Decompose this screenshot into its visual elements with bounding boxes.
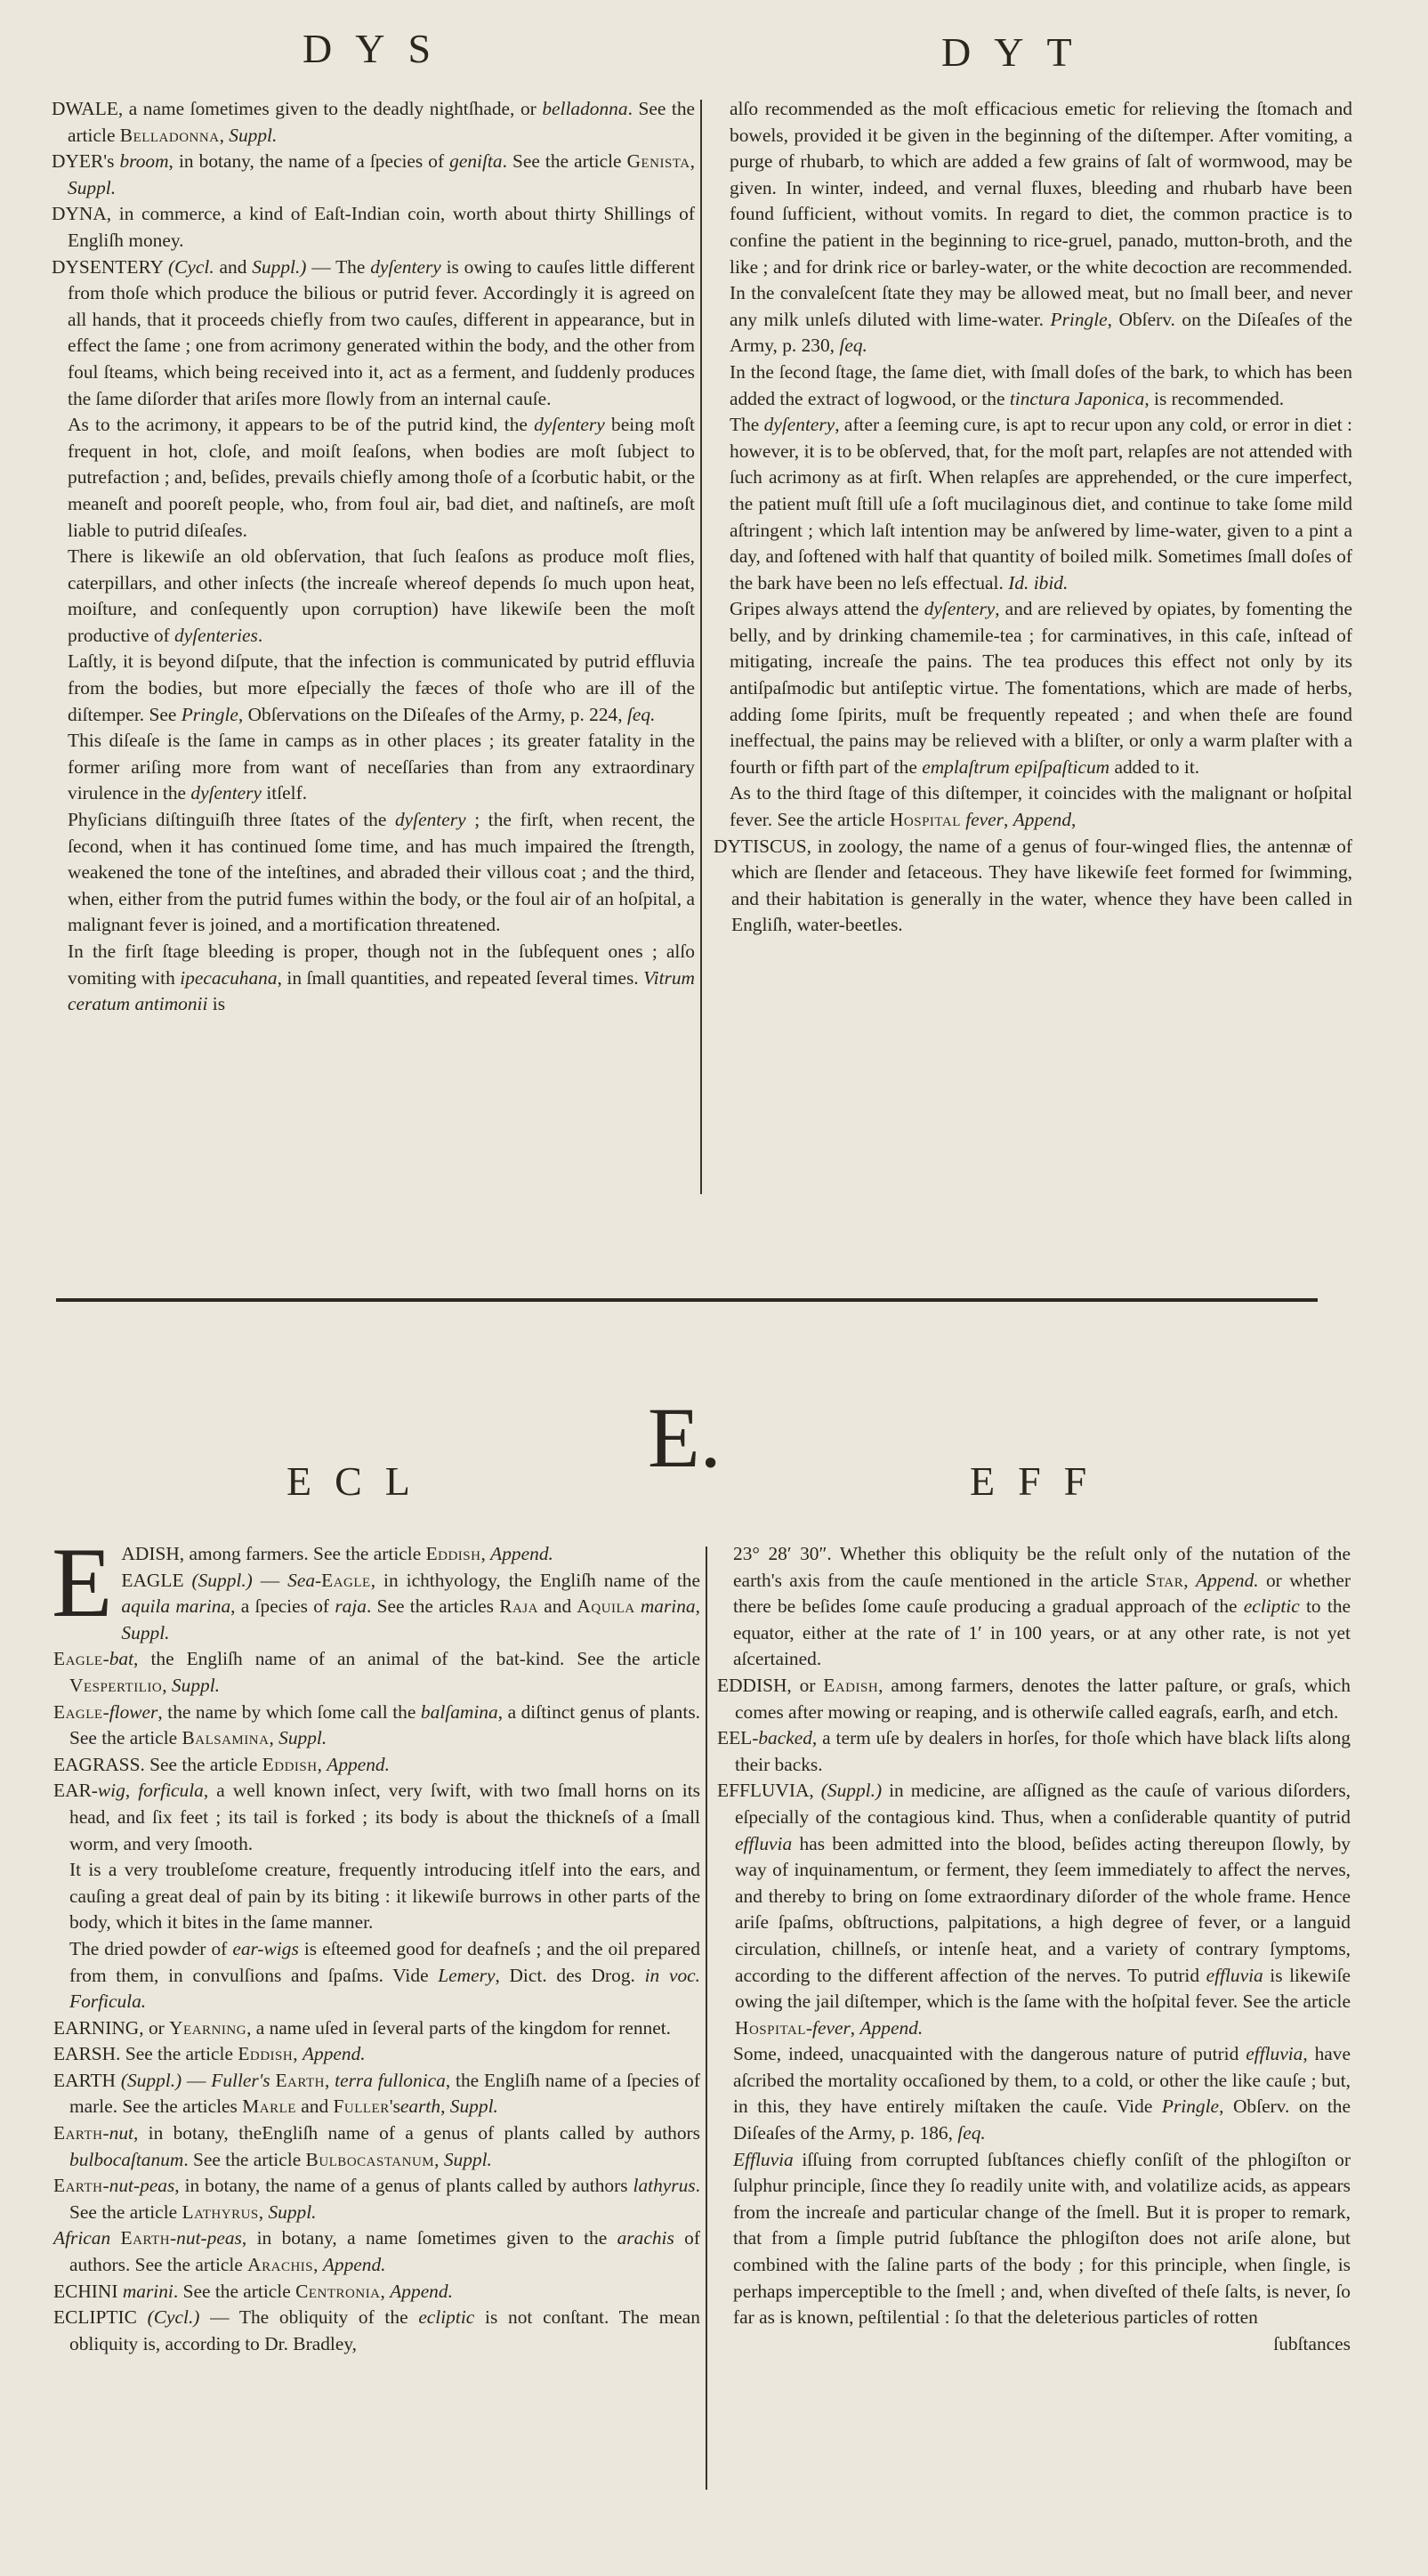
continuation-paragraph: 23° 28′ 30″. Whether this obliquity be the reſult only of the nutation of the earth's axis from the cauſe mentioned in the article Star, Append. or whether there be beſides ſome cauſe producing a gradual approach of the ecliptic to the equator, either at the rate of 1′ in 100 years, or at any other rate, is not yet aſcertained.: [733, 1543, 1351, 1670]
top-left-column: [52, 96, 695, 1018]
entry-eagrass: EAGRASS. See the article Eddish, Append.: [53, 1753, 390, 1775]
catchword: ſubſtances: [1273, 2332, 1351, 2354]
paragraph: The dyſentery, after a ſeeming cure, is apt to recur upon any cold, or error in diet : however, it is to be obſerved, that, for the moſt part, relapſes are not attended with ſuch acrimony as at firſt. When relapſes are apprehended, or the cure imperfect, the patient muſt ſtill uſe a ſoft mucilaginous diet, and continue to take ſome mild aſtringent ; which laſt intention may be anſwered by lime-water, given to a pint a day, and ſoftened with half that quantity of boiled milk. Sometimes ſmall doſes of the bark have been no leſs effectual. Id. ibid.: [730, 414, 1352, 594]
entry-african-earth-nut-peas: African Earth-nut-peas, in botany, a name ſometimes given to the arachis of authors. See the article Arachis, Append.: [53, 2227, 700, 2276]
entry-eagle: EAGLE (Suppl.) — Sea-Eagle, in ichthyology, the Engliſh name of the aquila marina, a ſpecies of raja. See the articles Raja and Aquila marina, Suppl.: [121, 1569, 700, 1643]
running-head-left: DYS: [303, 26, 455, 71]
paragraph: In the firſt ſtage bleeding is proper, though not in the ſubſequent ones ; alſo vomiting with ipecacuhana, in ſmall quantities, and repeated ſeveral times. Vitrum ceratum antimonii is: [68, 941, 695, 1015]
paragraph: Laſtly, it is beyond diſpute, that the infection is communicated by putrid effluvia from the bodies, but more eſpecially the fæces of thoſe who are ill of the diſtemper. See Pringle, Obſervations on the Diſeaſes of the Army, p. 224, ſeq.: [68, 650, 695, 725]
bottom-right-column: [717, 1541, 1351, 2357]
entry-ear-wig: EAR-wig, forficula, a well known inſect, very ſwift, with two ſmall horns on its head, and ſix feet ; its tail is forked ; its body is about the thickneſs of a ſmall worm, and very ſmooth.: [53, 1780, 700, 1854]
entry-eadish: ADISH, among farmers. See the article Eddish, Append.: [121, 1543, 553, 1564]
entry-dytiscus: DYTISCUS, in zoology, the name of a genus of four-winged flies, the antennæ of which are ſlender and ſetaceous. They have likewiſe feet formed for ſwimming, and their habitation is generally in the water, whence they have been called in Engliſh, water-beetles.: [714, 835, 1352, 936]
entry-echini-marini: ECHINI marini. See the article Centronia, Append.: [53, 2280, 453, 2302]
entry-earth-nut-peas: Earth-nut-peas, in botany, the name of a genus of plants called by authors lathyrus. See the article Lathyrus, Suppl.: [53, 2175, 700, 2223]
entry-earsh: EARSH. See the article Eddish, Append.: [53, 2043, 366, 2065]
paragraph: As to the acrimony, it appears to be of the putrid kind, the dyſentery being moſt frequent in hot, cloſe, and moiſt ſeaſons, when bodies are moſt ſubject to putrefaction ; and, beſides, prevails chiefly among thoſe of a ſcorbutic habit, or the meaneſt and pooreſt people, who, from foul air, bad diet, and naſtineſs, are moſt liable to putrid diſeaſes.: [68, 414, 695, 541]
entry-dyer-s-broom: DYER's broom, in botany, the name of a ſpecies of geniſta. See the article Genista, Suppl.: [52, 150, 695, 198]
paragraph-list: [53, 1857, 700, 2015]
entry-list: [714, 834, 1352, 939]
paragraph: Gripes always attend the dyſentery, and are relieved by opiates, by fomenting the belly, and by drinking chamemile-tea ; for carminatives, in this caſe, inſtead of mitigating, increaſe the pains. The tea produces this effect not only by its antiſpaſmodic but antiſeptic virtue. The fomentations, which are made of herbs, adding ſome ſpirits, muſt be frequently repeated ; and when theſe are found ineffectual, the pains may be relieved with a bliſter, or only a warm plaſter with a fourth or fifth part of the emplaſtrum epiſpaſticum added to it.: [730, 598, 1352, 778]
section-divider-rule: [56, 1298, 1318, 1302]
paragraph: Effluvia iſſuing from corrupted ſubſtances chiefly conſiſt of the phlogiſton or ſulphur principle, ſince they ſo readily unite with, and volatilize acids, as appears from the increaſe and particular change of the ſmell. But it is proper to remark, that from a ſimple putrid ſubſtance the phlogiſton does not ariſe alone, but combined with the ſaline parts of the body ; for this principle, when ſingle, is perhaps imperceptible to the ſmell ; and, when diveſted of theſe ſalts, is never, ſo far as is known, peſtilential : ſo that the deleterious particles of rotten: [733, 2148, 1351, 2329]
entry-earning: EARNING, or Yearning, a name uſed in ſeveral parts of the kingdom for rennet.: [53, 2016, 672, 2039]
entry-dwale: DWALE, a name ſometimes given to the deadly nightſhade, or belladonna. See the article Belladonna, Suppl.: [52, 98, 696, 146]
entry-ecliptic: ECLIPTIC (Cycl.) — The obliquity of the ecliptic is not conſtant. The mean obliquity is, according to Dr. Bradley,: [53, 2306, 700, 2354]
entry-eel-backed: EEL-backed, a term uſe by dealers in horſes, for thoſe which have black liſts along their backs.: [717, 1727, 1351, 1775]
section-letter-e: E.: [648, 1390, 722, 1485]
entry-eddish: EDDISH, or Eadish, among farmers, denotes the latter paſture, or graſs, which comes after mowing or reaping, and is otherwiſe called eagraſs, earſh, and etch.: [717, 1674, 1351, 1723]
entry-dyna: DYNA, in commerce, a kind of Eaſt-Indian coin, worth about thirty Shillings of Engliſh money.: [52, 203, 695, 251]
running-head-right: EFF: [970, 1458, 1110, 1504]
entry-earth: EARTH (Suppl.) — Fuller's Earth, terra fullonica, the Engliſh name of a ſpecies of marle. See the articles Marle and Fuller'searth, Suppl.: [53, 2069, 700, 2118]
column-divider: [706, 1546, 707, 2490]
bottom-left-column: [52, 1528, 700, 2357]
entry-list: [52, 96, 695, 412]
first-entry: [52, 1528, 700, 1646]
column-divider: [700, 100, 702, 1194]
entry-list: [53, 1646, 700, 1857]
running-head-left: ECL: [286, 1458, 433, 1504]
top-right-column: [714, 96, 1352, 939]
entry-list: [53, 2015, 700, 2358]
paragraph: Phyſicians diſtinguiſh three ſtates of the dyſentery ; the firſt, when recent, the ſecond, when it has continued ſome time, and has much impaired the ſtrength, weakened the tone of the inteſtines, and abraded their villous coat ; and the third, when, either from the putrid fumes within the body, or the foul air of an hoſpital, a malignant fever is joined, and a mortification threatened.: [68, 809, 695, 936]
running-head-right: DYT: [941, 29, 1095, 75]
paragraph-list: [52, 412, 695, 1018]
entry-list: [717, 1673, 1351, 2041]
paragraph: There is likewiſe an old obſervation, that ſuch ſeaſons as produce moſt flies, caterpillars, and other inſects (the increaſe whereof depends ſo much upon heat, moiſture, and conſequently upon corruption) have likewiſe been the moſt productive of dyſenteries.: [68, 545, 695, 646]
entry-dysentery: DYSENTERY (Cycl. and Suppl.) — The dyſentery is owing to cauſes little different from thoſe which produce the bilious or putrid fever. Accordingly it is agreed on all hands, that it proceeds chiefly from two cauſes, different in appearance, but in effect the ſame ; one from acrimony generated within the body, and the other from foul ſteams, which being received into it, act as a ferment, and ſuddenly produces the ſame diſorder that ariſes more ſlowly from an internal cauſe.: [52, 255, 696, 409]
entry-effluvia: EFFLUVIA, (Suppl.) in medicine, are aſſigned as the cauſe of various diſorders, eſpecially of the contagious kind. Thus, when a conſiderable quantity of putrid effluvia has been admitted into the blood, beſides acting thereupon ſlowly, by way of inquinamentum, or ferment, they ſeem immediately to affect the nerves, and thereby to bring on ſome extraordinary diſorder of the whole frame. Hence ariſe ſpaſms, obſtructions, palpitations, a high degree of fever, or a languid circulation, chillneſs, or intenſe heat, and a variety of contrary ſymptoms, according to the different affection of the nerves. To putrid effluvia is likewiſe owing the jail diſtemper, which is the ſame with the hoſpital fever. See the article Hospital-fever, Append.: [717, 1780, 1351, 2039]
paragraph: As to the third ſtage of this diſtemper, it coincides with the malignant or hoſpital fever. See the article Hospital fever, Append,: [730, 782, 1352, 831]
entry-earth-nut: Earth-nut, in botany, theEngliſh name of a genus of plants called by authors bulbocaſtanum. See the article Bulbocastanum, Suppl.: [53, 2122, 700, 2170]
paragraph: In the ſecond ſtage, the ſame diet, with ſmall doſes of the bark, to which has been added the extract of logwood, or the tinctura Japonica, is recommended.: [730, 360, 1352, 409]
paragraph-list: [714, 96, 1352, 834]
entry-eagle-bat: Eagle-bat, the Engliſh name of an animal of the bat-kind. See the article Vespertilio, Suppl.: [53, 1648, 700, 1696]
paragraph: It is a very troubleſome creature, frequently introducing itſelf into the ears, and cauſing a great deal of pain by its biting : it likewiſe burrows in other parts of the body, which it bites in the ſame manner.: [69, 1859, 700, 1934]
paragraph-list: [717, 2041, 1351, 2331]
paragraph: alſo recommended as the moſt efficacious emetic for relieving the ſtomach and bowels, provided it be given in the beginning of the diſtemper. After vomiting, a purge of rhubarb, to which are added a few grains of ſalt of wormwood, may be given. In winter, indeed, and vernal fluxes, bleeding and rhubarb have been found ſufficient, without vomits. In regard to diet, the common practice is to confine the patient in the beginning to rice-gruel, panado, mutton-broth, and the like ; and for drink rice or barley-water, or the white decoction are recommended. In the convaleſcent ſtate they may be allowed meat, but no ſmall beer, and never any milk unleſs diluted with lime-water. Pringle, Obſerv. on the Diſeaſes of the Army, p. 230, ſeq.: [730, 98, 1352, 357]
entry-eagle-flower: Eagle-flower, the name by which ſome call the balſamina, a diſtinct genus of plants. See the article Balsamina, Suppl.: [53, 1700, 700, 1749]
paragraph: The dried powder of ear-wigs is eſteemed good for deafneſs ; and the oil prepared from them, in convulſions and ſpaſms. Vide Lemery, Dict. des Drog. in voc. Forficula.: [69, 1937, 700, 2013]
paragraph: Some, indeed, unacquainted with the dangerous nature of putrid effluvia, have aſcribed the mortality occaſioned by them, to a cold, or other the like cauſe ; but, in this, they have entirely miſtaken the cauſe. Vide Pringle, Obſerv. on the Diſeaſes of the Army, p. 186, ſeq.: [733, 2043, 1351, 2144]
paragraph: This diſeaſe is the ſame in camps as in other places ; its greater fatality in the former ariſing more from want of neceſſaries than from any extraordinary virulence in the dyſentery itſelf.: [68, 730, 695, 804]
drop-cap: E: [52, 1528, 113, 1638]
